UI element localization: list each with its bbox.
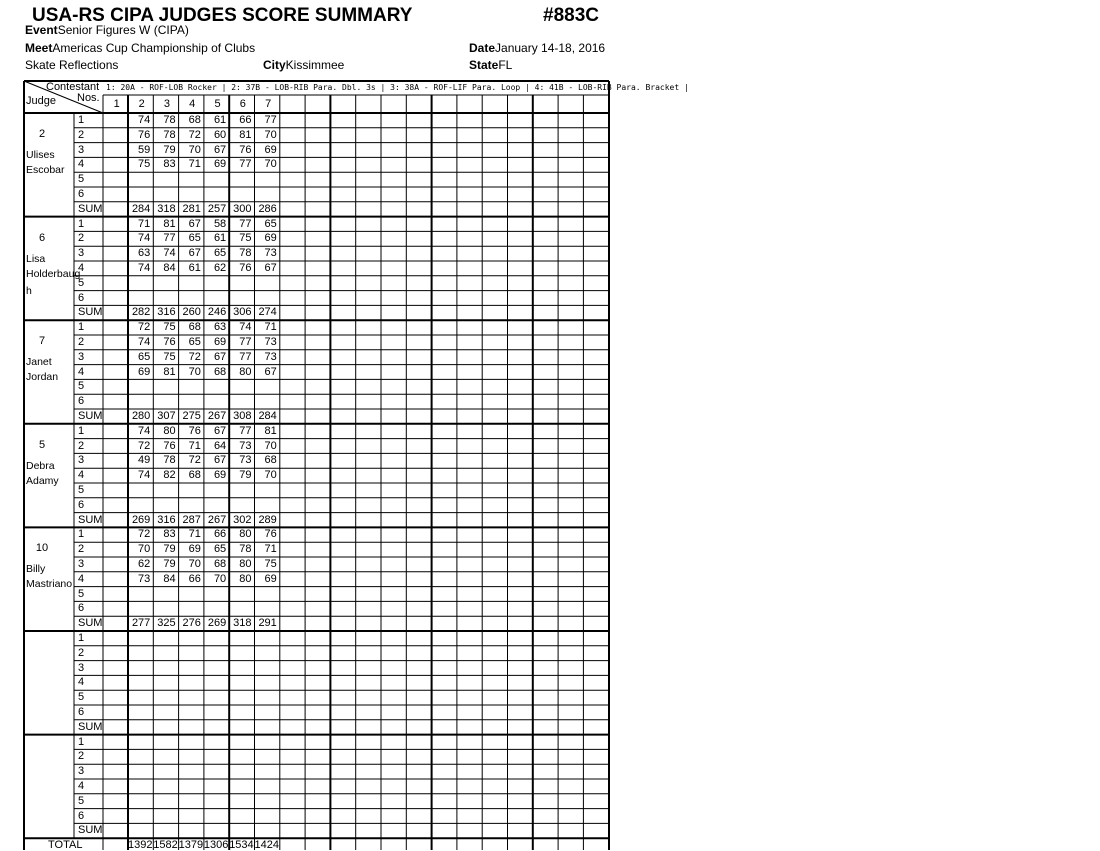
figure-row-label: 5 [78,587,85,600]
meet-label: Meet [25,41,53,55]
total-cell: 1306 [203,839,229,851]
contestant-number: 2 [138,98,145,110]
score-cell: 68 [213,365,227,378]
score-cell: 67 [213,424,227,437]
score-cell: 81 [264,424,277,437]
sum-cell: 308 [233,410,252,422]
sum-cell: 257 [207,202,227,215]
score-cell: 77 [239,350,252,363]
judge-number: 2 [38,128,46,140]
score-cell: 81 [163,217,176,230]
score-cell: 70 [188,365,201,378]
score-cell: 76 [188,424,201,437]
contestant-number: 5 [214,98,221,110]
sum-cell: 267 [207,410,227,422]
sum-cell: 307 [157,410,176,422]
sum-cell: 274 [258,306,277,319]
figure-row-label: 2 [78,128,85,141]
score-cell: 71 [264,321,277,334]
score-cell: 68 [213,558,227,570]
figure-row-label: 6 [78,291,85,304]
sum-label: SUM [78,720,103,733]
score-cell: 77 [239,424,252,437]
figure-row-label: 5 [78,484,85,496]
score-cell: 80 [239,558,252,570]
score-cell: 83 [163,158,176,171]
score-cell: 74 [138,262,151,274]
score-cell: 74 [138,114,151,126]
score-cell: 67 [264,262,277,274]
score-cell: 71 [188,158,201,171]
score-cell: 61 [213,114,227,126]
figure-row-label: 3 [78,247,85,260]
score-cell: 66 [188,572,201,585]
score-cell: 73 [138,572,151,585]
figure-row-label: 5 [78,691,85,704]
city-label: City [263,58,286,72]
score-cell: 70 [138,543,151,556]
score-cell: 78 [163,114,176,126]
judge-last-name-cont: h [26,284,32,297]
sum-label: SUM [78,513,103,526]
figure-row-label: 4 [78,676,85,689]
score-cell: 73 [264,247,277,260]
score-cell: 60 [213,128,227,141]
nos-header: Nos. [77,92,100,104]
sum-label: SUM [78,617,103,630]
score-cell: 76 [264,528,277,541]
meet-value: Americas Cup Championship of Clubs [52,41,256,55]
score-cell: 74 [239,321,252,334]
score-cell: 70 [264,128,277,141]
sum-cell: 289 [258,513,277,526]
score-cell: 84 [163,572,176,585]
score-cell: 69 [264,232,277,245]
score-cell: 84 [163,262,176,274]
judge-header: Judge [26,95,56,107]
figure-row-label: 3 [78,143,85,156]
figure-row-label: 2 [78,750,85,763]
score-cell: 69 [213,158,227,171]
figure-row-label: 3 [78,558,85,570]
figure-row-label: 1 [78,114,85,126]
sum-label: SUM [78,410,103,422]
figure-row-label: 3 [78,661,85,674]
score-cell: 66 [239,114,252,126]
score-cell: 65 [188,336,201,348]
event-label: Event [25,23,58,37]
figure-row-label: 4 [78,572,85,585]
score-cell: 80 [239,528,252,541]
judge-first-name: Billy [26,563,46,576]
sum-cell: 276 [182,617,201,630]
score-cell: 67 [188,247,201,260]
score-cell: 67 [213,454,227,467]
judge-last-name: Jordan [26,371,59,384]
figure-row-label: 6 [78,395,85,408]
date-label: Date [469,41,496,55]
score-cell: 67 [188,217,201,230]
score-cell: 74 [163,247,176,260]
score-cell: 77 [163,232,176,245]
figure-row-label: 6 [78,188,85,200]
judge-last-name: Adamy [26,474,59,487]
figure-row-label: 5 [78,794,85,807]
score-cell: 78 [239,543,252,556]
sum-label: SUM [78,306,103,319]
score-cell: 81 [163,365,176,378]
figure-row-label: 1 [78,735,85,748]
score-cell: 76 [138,128,151,141]
score-cell: 75 [163,321,176,334]
total-cell: 1379 [178,839,204,851]
figure-row-label: 1 [78,528,85,541]
figure-row-label: 1 [78,321,85,334]
score-cell: 65 [188,232,201,245]
sum-cell: 318 [233,617,252,630]
score-cell: 79 [163,543,176,556]
score-cell: 67 [213,143,227,156]
score-cell: 58 [213,217,227,230]
score-cell: 83 [163,528,176,541]
score-cell: 73 [264,336,277,348]
sum-label: SUM [78,202,103,215]
score-cell: 75 [138,158,151,171]
score-cell: 61 [188,262,201,274]
score-cell: 75 [264,558,277,570]
total-cell: 1534 [229,839,254,851]
score-cell: 76 [239,262,252,274]
contestant-number: 6 [239,98,246,110]
figure-row-label: 6 [78,706,85,718]
sum-cell: 282 [131,306,151,319]
score-cell: 75 [163,350,176,363]
score-cell: 72 [188,454,201,467]
score-cell: 68 [188,469,201,482]
score-cell: 73 [264,350,277,363]
contestant-header: Contestant [46,81,100,93]
score-cell: 76 [163,439,176,452]
score-cell: 77 [264,114,277,126]
judge-number: 5 [38,438,46,451]
figure-row-label: 3 [78,350,85,363]
score-cell: 49 [138,454,151,467]
score-cell: 74 [138,424,151,437]
score-cell: 72 [138,439,151,452]
figure-row-label: 1 [78,424,85,437]
sum-cell: 316 [157,513,176,526]
score-cell: 66 [213,528,227,541]
figure-row-label: 2 [78,543,85,556]
score-cell: 70 [213,572,227,585]
judge-last-name: Escobar [26,164,65,176]
score-cell: 67 [264,365,277,378]
score-cell: 69 [213,469,227,482]
sum-cell: 267 [207,513,227,526]
judge-number: 7 [38,335,46,348]
score-cell: 76 [163,336,176,348]
score-cell: 71 [188,528,201,541]
figure-row-label: 2 [78,232,85,245]
score-cell: 61 [213,232,227,245]
sum-cell: 277 [131,617,151,630]
contestant-number: 3 [163,98,170,110]
figure-row-label: 4 [78,262,85,274]
score-cell: 70 [188,558,201,570]
total-cell: 1582 [153,839,178,851]
score-cell: 73 [239,454,252,467]
score-cell: 71 [138,217,151,230]
figure-row-label: 6 [78,602,85,615]
score-cell: 70 [264,439,277,452]
figure-row-label: 2 [78,646,85,659]
score-cell: 71 [188,439,201,452]
sum-cell: 302 [233,513,252,526]
score-cell: 68 [264,454,277,467]
score-cell: 69 [264,572,277,585]
sum-cell: 284 [258,410,277,422]
figure-row-label: 2 [78,336,85,348]
figure-row-label: 4 [78,780,85,792]
score-cell: 78 [163,128,176,141]
score-cell: 67 [213,350,227,363]
sum-cell: 316 [157,306,176,319]
figure-row-label: 3 [78,454,85,467]
score-cell: 80 [239,365,252,378]
score-cell: 65 [213,247,227,260]
date-value: January 14-18, 2016 [495,41,606,55]
sum-cell: 325 [157,617,176,630]
score-cell: 79 [163,558,176,570]
club-name: Skate Reflections [25,58,119,72]
score-cell: 75 [239,232,252,245]
total-cell: 1392 [128,839,153,851]
score-cell: 69 [138,365,151,378]
sum-cell: 269 [131,513,151,526]
total-label: TOTAL [48,839,83,851]
figure-row-label: 3 [78,765,85,778]
judge-first-name: Lisa [26,252,46,265]
score-cell: 78 [239,247,252,260]
judge-first-name: Ulises [26,149,55,161]
score-cell: 76 [239,143,252,156]
sum-cell: 284 [131,202,151,215]
state-value: FL [498,58,513,72]
score-cell: 77 [239,217,252,230]
score-cell: 79 [163,143,176,156]
figure-row-label: 4 [78,158,85,171]
score-cell: 72 [138,528,151,541]
sum-cell: 280 [131,410,151,422]
sum-cell: 291 [258,617,277,630]
sum-cell: 260 [182,306,201,319]
contestant-number: 4 [189,98,196,110]
score-cell: 74 [138,232,151,245]
figure-row-label: 2 [78,439,85,452]
score-cell: 63 [138,247,151,260]
score-cell: 73 [239,439,252,452]
judge-first-name: Janet [26,356,52,369]
score-cell: 81 [239,128,252,141]
judge-last-name: Holderbaug [26,267,81,280]
score-cell: 68 [188,114,201,126]
sum-cell: 318 [157,202,176,215]
form-code: #883C [543,5,599,26]
score-cell: 69 [188,543,201,556]
score-cell: 65 [138,350,151,363]
state-label: State [469,58,499,72]
contestant-number: 1 [113,98,120,110]
score-cell: 77 [239,336,252,348]
figure-row-label: 5 [78,380,85,393]
sum-cell: 281 [182,202,201,215]
score-cell: 62 [138,558,151,570]
figure-row-label: 4 [78,469,85,482]
figure-row-label: 5 [78,276,85,289]
score-cell: 71 [264,543,277,556]
score-cell: 69 [213,336,227,348]
sum-cell: 286 [258,202,277,215]
figures-caption: 1: 20A - ROF-LOB Rocker | 2: 37B - LOB-RIB Para. Dbl. 3s | 3: 38A - ROF-LIF Para. Loop | 4: 41B - LOB-RIB Para. Bracket | [106,83,689,92]
score-cell: 59 [138,143,151,156]
score-cell: 72 [188,128,201,141]
score-cell: 80 [239,572,252,585]
page-title: USA-RS CIPA JUDGES SCORE SUMMARY [32,5,413,26]
score-cell: 70 [188,143,201,156]
sum-cell: 287 [182,513,201,526]
score-cell: 80 [163,424,176,437]
judge-last-name: Mastriano [26,578,73,591]
figure-row-label: 6 [78,809,85,822]
score-cell: 74 [138,336,151,348]
score-cell: 74 [138,469,151,482]
total-cell: 1424 [254,839,279,851]
score-cell: 64 [213,439,227,452]
score-cell: 68 [188,321,201,334]
score-cell: 77 [239,158,252,171]
score-cell: 65 [213,543,227,556]
city-value: Kissimmee [285,58,345,72]
score-cell: 70 [264,158,277,171]
score-cell: 78 [163,454,176,467]
score-cell: 69 [264,143,277,156]
contestant-number: 7 [265,98,272,110]
score-cell: 72 [188,350,201,363]
judge-number: 10 [35,542,49,555]
score-cell: 63 [213,321,227,334]
figure-row-label: 1 [78,632,85,644]
sum-label: SUM [78,824,103,837]
figure-row-label: 5 [78,173,85,186]
figure-row-label: 6 [78,498,85,511]
score-cell: 62 [213,262,227,274]
score-cell: 79 [239,469,252,482]
score-cell: 82 [163,469,176,482]
sum-cell: 306 [233,306,252,319]
score-cell: 72 [138,321,151,334]
sum-cell: 269 [207,617,227,630]
score-cell: 70 [264,469,277,482]
judge-first-name: Debra [26,459,55,472]
sum-cell: 275 [182,410,201,422]
sum-cell: 300 [233,202,252,215]
sum-cell: 246 [207,306,227,319]
score-cell: 65 [264,217,277,230]
figure-row-label: 4 [78,365,85,378]
judge-number: 6 [38,231,46,244]
event-value: Senior Figures W (CIPA) [57,23,189,37]
figure-row-label: 1 [78,217,85,230]
